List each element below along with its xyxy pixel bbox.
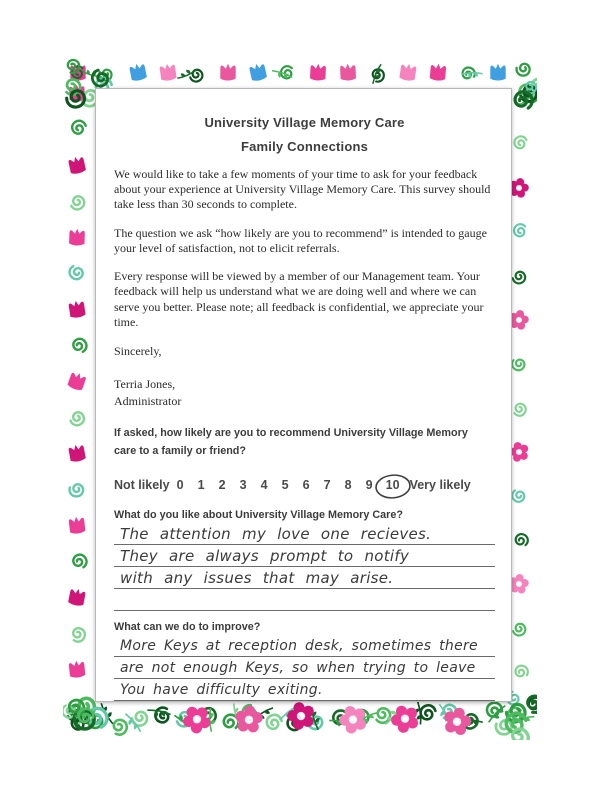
improve-answer-line: You have difficulty exiting.: [114, 679, 495, 701]
like-answer: [114, 523, 495, 611]
scale-value-4: 4: [260, 477, 268, 492]
not-likely-label: Not likely: [114, 477, 170, 492]
document-title: University Village Memory Care: [204, 115, 405, 130]
rating-scale: [114, 476, 495, 493]
scale-value-10-selected: [380, 478, 406, 492]
like-answer-line: The attention my love one recieves.: [114, 523, 495, 545]
signature-name: Terria Jones,: [114, 377, 176, 392]
like-answer-blank-line: [114, 589, 495, 611]
signature-title: Administrator: [114, 393, 182, 408]
scale-value-7: 7: [323, 477, 331, 492]
improve-answer: [114, 635, 495, 701]
improve-answer-line: More Keys at reception desk, sometimes there: [114, 635, 495, 657]
survey-paper: [95, 88, 512, 702]
like-answer-line: with any issues that may arise.: [114, 567, 495, 589]
scale-value-9: 9: [365, 477, 373, 492]
like-answer-line: They are always prompt to notify: [114, 545, 495, 567]
recommend-question: If asked, how likely are you to recommend University Village Memory care to a family or friend?: [114, 426, 468, 457]
scale-value-1: 1: [197, 477, 205, 492]
scale-value-0: 0: [176, 477, 184, 492]
response-paragraph: Every response will be viewed by a member of our Management team. Your feedback will help us understand what we are doing well and where we can serve you better. Please note; all feedback is confidential, we appreciate your time.: [114, 269, 484, 329]
document-subtitle: Family Connections: [240, 139, 369, 154]
intro-paragraph: We would like to take a few moments of your time to ask for your feedback about your experience at University Village Memory Care. This survey should take less than 30 seconds to complete.: [114, 167, 491, 212]
like-question: What do you like about University Village Memory Care?: [114, 509, 403, 522]
improve-answer-line: are not enough Keys, so when trying to leave: [114, 657, 495, 679]
closing-text: Sincerely,: [114, 344, 162, 359]
scale-value-8: 8: [344, 477, 352, 492]
scale-value-3: 3: [239, 477, 247, 492]
improve-question: What can we do to improve?: [114, 621, 261, 634]
scale-value-2: 2: [218, 477, 226, 492]
scale-value-5: 5: [281, 477, 289, 492]
scale-value-10-text: 10: [385, 477, 400, 492]
scale-value-6: 6: [302, 477, 310, 492]
very-likely-label: Very likely: [409, 477, 471, 492]
gauge-paragraph: The question we ask “how likely are you to recommend” is intended to gauge your level of satisfaction, not to elicit referrals.: [114, 225, 487, 255]
